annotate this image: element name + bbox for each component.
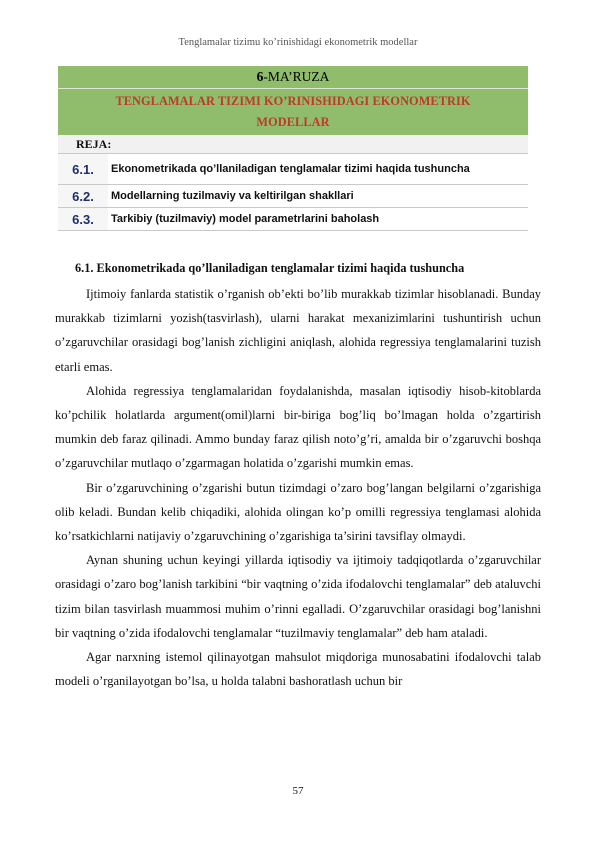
plan-item <box>58 208 528 231</box>
section-heading: 6.1. Ekonometrikada qo’llaniladigan tenglamalar tizimi haqida tushuncha <box>75 261 465 275</box>
lecture-plan-table <box>58 66 528 231</box>
plan-item-number: 6.3. <box>58 208 108 231</box>
lecture-number <box>58 66 528 89</box>
plan-heading: REJA: <box>58 135 528 154</box>
paragraph: Aynan shuning uchun keyingi yillarda iqtisodiy va ijtimoiy tadqiqotlarda o’zgaruvchilar orasidagi o’zaro bog’lanish tarkibini “bir vaqtning o’zida ifodalovchi tenglamalar” deb ataluvchi tizim bilan tasvirlash muammosi muhim o’rinni egalladi. O’zgaruvchilar orasidagi bog’lanishni bir vaqtning o’zida ifodalovchi tenglamalar “tuzilmaviy tenglamalar” deb ham ataladi. <box>55 553 541 640</box>
running-header: Tenglamalar tizimu ko’rinishidagi ekonometrik modellar <box>178 37 418 48</box>
plan-item <box>58 185 528 208</box>
lecture-title-row <box>58 89 528 136</box>
plan-item-text: Tarkibiy (tuzilmaviy) model parametrlarini baholash <box>108 208 528 231</box>
paragraph: Ijtimoiy fanlarda statistik o’rganish ob’ekti bo’lib murakkab tizimlar hisoblanadi. Bunday murakkab tizimlarni yozish(tasvirlash), ularni harakat mexanizimlarini tushuntirish uchun o’zgaruvchilar orasidagi bog’lanish zichligini aniqlash, alohida regressiya tenglamalarini tuzish etarli emas. <box>55 287 541 374</box>
lecture-number-row <box>58 66 528 89</box>
lecture-number-label: -MA’RUZA <box>263 69 330 84</box>
lecture-title-line-2: MODELLAR <box>256 115 330 129</box>
lecture-title-line-1: TENGLAMALAR TIZIMI KO’RINISHIDAGI EKONOMETRIK <box>115 94 471 108</box>
paragraph: Agar narxning istemol qilinayotgan mahsulot miqdoriga munosabatini ifodalovchi talab modeli o’rganilayotgan bo’lsa, u holda talabni bashoratlash uchun bir <box>55 650 541 689</box>
plan-item-text: Ekonometrikada qo’llaniladigan tenglamalar tizimi haqida tushuncha <box>108 154 528 185</box>
lecture-number-digit: 6 <box>256 69 264 84</box>
page-number: 57 <box>292 785 304 797</box>
plan-item <box>58 154 528 185</box>
lecture-title <box>58 89 528 136</box>
plan-heading-row <box>58 135 528 154</box>
plan-item-number: 6.1. <box>58 154 108 185</box>
body-text <box>55 282 541 693</box>
paragraph: Bir o’zgaruvchining o’zgarishi butun tizimdagi o’zaro bog’langan belgilarni o’zgarishiga olib keladi. Bundan kelib chiqadiki, alohida olingan ko’p omilli regressiya tenglamasi alohida ko’rsatkichlarni natijaviy o’zgaruvchining o’zgarishiga ta’sirini tavsiflay olmaydi. <box>55 480 541 544</box>
plan-item-text: Modellarning tuzilmaviy va keltirilgan shakllari <box>108 185 528 208</box>
paragraph: Alohida regressiya tenglamalaridan foydalanishda, masalan iqtisodiy hisob-kitoblarda ko’pchilik holatlarda argument(omil)larni bir-biriga bog’liq bo’lmagan holda o’zgartirish mumkin deb faraz qilinadi. Ammo bunday faraz qilish noto’g’ri, amalda bir o’zgaruvchi boshqa o’zgaruvchilar mutlaqo o’zgarmagan holatida o’zgarishi mumkin emas. <box>55 383 541 471</box>
plan-item-number: 6.2. <box>58 185 108 208</box>
